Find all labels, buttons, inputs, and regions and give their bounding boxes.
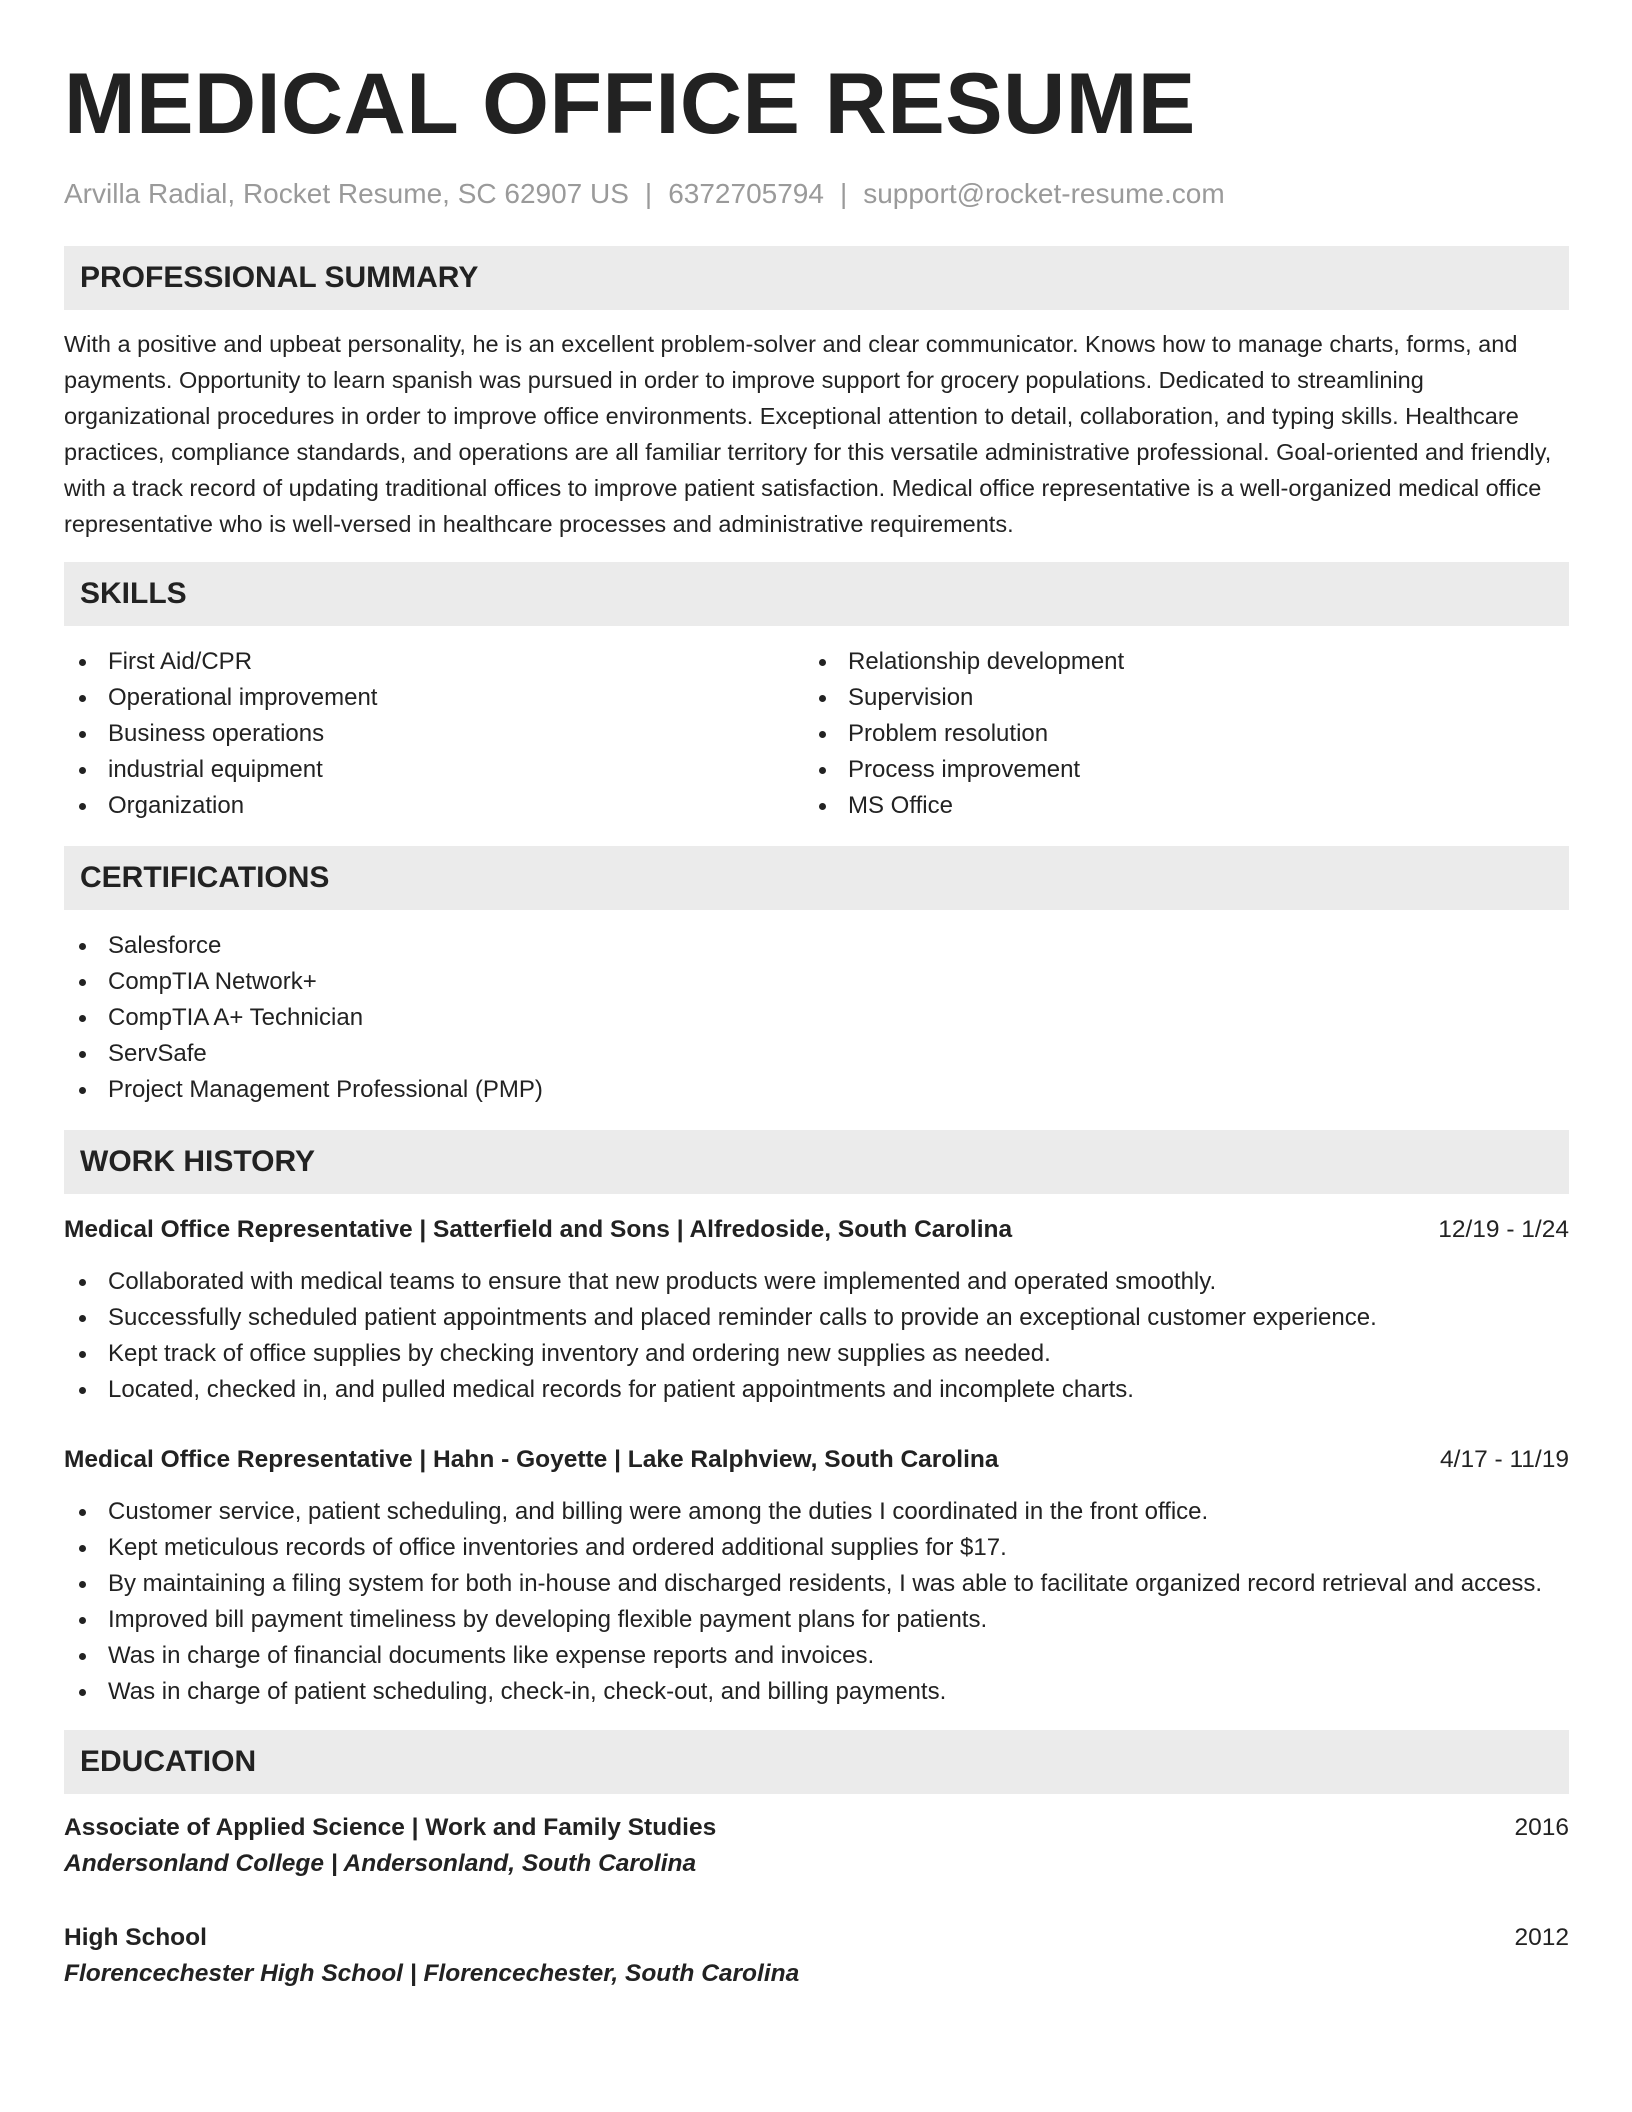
job-dates: 12/19 - 1/24 <box>1438 1216 1569 1243</box>
section-header-summary: PROFESSIONAL SUMMARY <box>64 246 1569 310</box>
education-entry <box>64 1920 1569 1992</box>
job-title: Medical Office Representative | Hahn - Goyette | Lake Ralphview, South Carolina <box>64 1446 999 1473</box>
job-bullets <box>64 1264 1569 1408</box>
education-school: Andersonland College | Andersonland, South Carolina <box>64 1850 697 1877</box>
skills-grid <box>64 644 1569 824</box>
section-header-certifications: CERTIFICATIONS <box>64 846 1569 910</box>
job-bullets <box>64 1494 1569 1710</box>
contact-line <box>64 176 1569 212</box>
contact-separator: | <box>839 178 848 209</box>
skill-item: Problem resolution <box>804 716 1544 752</box>
certification-item: Salesforce <box>64 928 1569 964</box>
skill-item: Relationship development <box>804 644 1544 680</box>
job-entry <box>64 1442 1569 1710</box>
skill-item: Operational improvement <box>64 680 804 716</box>
section-header-work-history: WORK HISTORY <box>64 1130 1569 1194</box>
job-dates: 4/17 - 11/19 <box>1440 1446 1569 1473</box>
certification-item: ServSafe <box>64 1036 1569 1072</box>
contact-email: support@rocket-resume.com <box>863 178 1225 209</box>
job-bullet: Was in charge of patient scheduling, check-in, check-out, and billing payments. <box>64 1674 1569 1710</box>
skill-item: Business operations <box>64 716 804 752</box>
contact-phone: 6372705794 <box>668 178 824 209</box>
summary-text: With a positive and upbeat personality, he is an excellent problem-solver and clear communicator. Knows how to manage charts, forms, and payments. Opportunity to learn spanish was pursued in order to improve support for grocery populations. Dedicated to streamlining organizational procedures in order to improve office environments. Exceptional attention to detail, collaboration, and typing skills. Healthcare practices, compliance standards, and operations are all familiar territory for this versatile administrative professional. Goal-oriented and friendly, with a track record of updating traditional offices to improve patient satisfaction. Medical office representative is a well-organized medical office representative who is well-versed in healthcare processes and administrative requirements. <box>64 331 1552 537</box>
education-degree: Associate of Applied Science | Work and Family Studies <box>64 1814 717 1841</box>
education-degree: High School <box>64 1924 207 1951</box>
skills-column-right <box>804 644 1544 824</box>
education-year: 2012 <box>1514 1924 1569 1951</box>
certification-item: CompTIA A+ Technician <box>64 1000 1569 1036</box>
skill-item: MS Office <box>804 788 1544 824</box>
skills-list-left <box>64 644 804 824</box>
resume-title: MEDICAL OFFICE RESUME <box>64 56 1196 152</box>
job-bullet: Customer service, patient scheduling, and billing were among the duties I coordinated in the front office. <box>64 1494 1569 1530</box>
certifications-list <box>64 928 1569 1108</box>
skills-column-left <box>64 644 804 824</box>
section-header-education: EDUCATION <box>64 1730 1569 1794</box>
job-bullet: By maintaining a filing system for both in-house and discharged residents, I was able to facilitate organized record retrieval and access. <box>64 1566 1569 1602</box>
job-bullet: Located, checked in, and pulled medical records for patient appointments and incomplete charts. <box>64 1372 1569 1408</box>
contact-separator: | <box>644 178 653 209</box>
job-bullet: Was in charge of financial documents like expense reports and invoices. <box>64 1638 1569 1674</box>
education-entry <box>64 1810 1569 1882</box>
education-year: 2016 <box>1514 1814 1569 1841</box>
skill-item: industrial equipment <box>64 752 804 788</box>
skill-item: First Aid/CPR <box>64 644 804 680</box>
skill-item: Process improvement <box>804 752 1544 788</box>
skill-item: Supervision <box>804 680 1544 716</box>
job-title: Medical Office Representative | Satterfield and Sons | Alfredoside, South Carolina <box>64 1216 1013 1243</box>
education-header <box>64 1920 1569 1956</box>
job-entry <box>64 1212 1569 1408</box>
certification-item: Project Management Professional (PMP) <box>64 1072 1569 1108</box>
education-header <box>64 1810 1569 1846</box>
job-bullet: Improved bill payment timeliness by developing flexible payment plans for patients. <box>64 1602 1569 1638</box>
skill-item: Organization <box>64 788 804 824</box>
contact-address: Arvilla Radial, Rocket Resume, SC 62907 US <box>64 178 629 209</box>
section-header-skills: SKILLS <box>64 562 1569 626</box>
job-bullet: Kept track of office supplies by checking inventory and ordering new supplies as needed. <box>64 1336 1569 1372</box>
job-bullet: Successfully scheduled patient appointments and placed reminder calls to provide an exceptional customer experience. <box>64 1300 1569 1336</box>
job-header <box>64 1442 1569 1478</box>
education-school: Florencechester High School | Florencechester, South Carolina <box>64 1960 800 1987</box>
skills-list-right <box>804 644 1544 824</box>
job-header <box>64 1212 1569 1248</box>
certification-item: CompTIA Network+ <box>64 964 1569 1000</box>
job-bullet: Collaborated with medical teams to ensure that new products were implemented and operated smoothly. <box>64 1264 1569 1300</box>
job-bullet: Kept meticulous records of office inventories and ordered additional supplies for $17. <box>64 1530 1569 1566</box>
